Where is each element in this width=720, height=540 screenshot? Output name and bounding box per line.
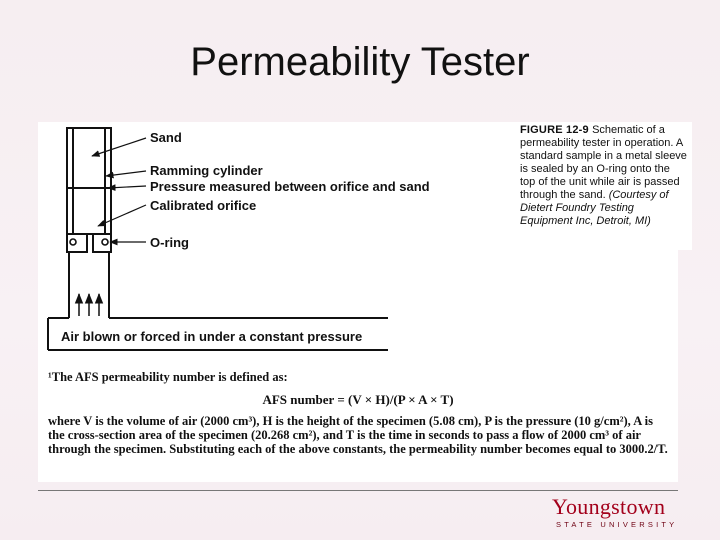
logo-subtitle: STATE UNIVERSITY bbox=[556, 520, 678, 529]
footer-divider bbox=[38, 490, 678, 491]
footnote-body: where V is the volume of air (2000 cm³), H is the height of the specimen (5.08 cm), P is the pressure (10 g/cm²), A is the cross-section area of the specimen (20.268 cm²), and T is the time in seconds to pass a flow of 2000 cm³ of air through the specimen. Substituting each of the above constants, the permeability number becomes equal to 3000.2/T. bbox=[48, 414, 668, 456]
leader-sand bbox=[92, 138, 146, 156]
label-orifice: Calibrated orifice bbox=[150, 198, 257, 213]
label-o-ring: O-ring bbox=[150, 235, 189, 250]
figure-caption bbox=[516, 122, 692, 250]
leader-pressure bbox=[108, 186, 146, 188]
label-pressure: Pressure measured between orifice and sand bbox=[150, 179, 430, 194]
content-panel bbox=[38, 122, 687, 482]
label-sand: Sand bbox=[150, 130, 182, 145]
footnote-intro: ¹The AFS permeability number is defined as: bbox=[48, 370, 288, 384]
afs-footnote bbox=[48, 370, 668, 456]
slide-title: Permeability Tester bbox=[190, 40, 530, 84]
caption-credit: (Courtesy of Dietert Foundry Testing Equipment Inc, Detroit, MI) bbox=[520, 189, 669, 227]
label-ramming-cylinder: Ramming cylinder bbox=[150, 163, 263, 178]
permeability-tester-diagram bbox=[38, 122, 508, 372]
university-logo bbox=[552, 496, 678, 530]
caption-text: Schematic of a permeability tester in operation. A standard sample in a metal sleeve is sealed by an O-ring onto the top of the unit while air is passed through the sand. bbox=[520, 124, 687, 201]
o-ring-left bbox=[70, 239, 76, 245]
logo-wordmark: Youngstown bbox=[552, 494, 666, 519]
figure-label: FIGURE 12-9 bbox=[520, 124, 593, 136]
afs-formula: AFS number = (V × H)/(P × A × T) bbox=[262, 392, 454, 407]
label-air: Air blown or forced in under a constant pressure bbox=[61, 329, 363, 344]
o-ring-right bbox=[102, 239, 108, 245]
